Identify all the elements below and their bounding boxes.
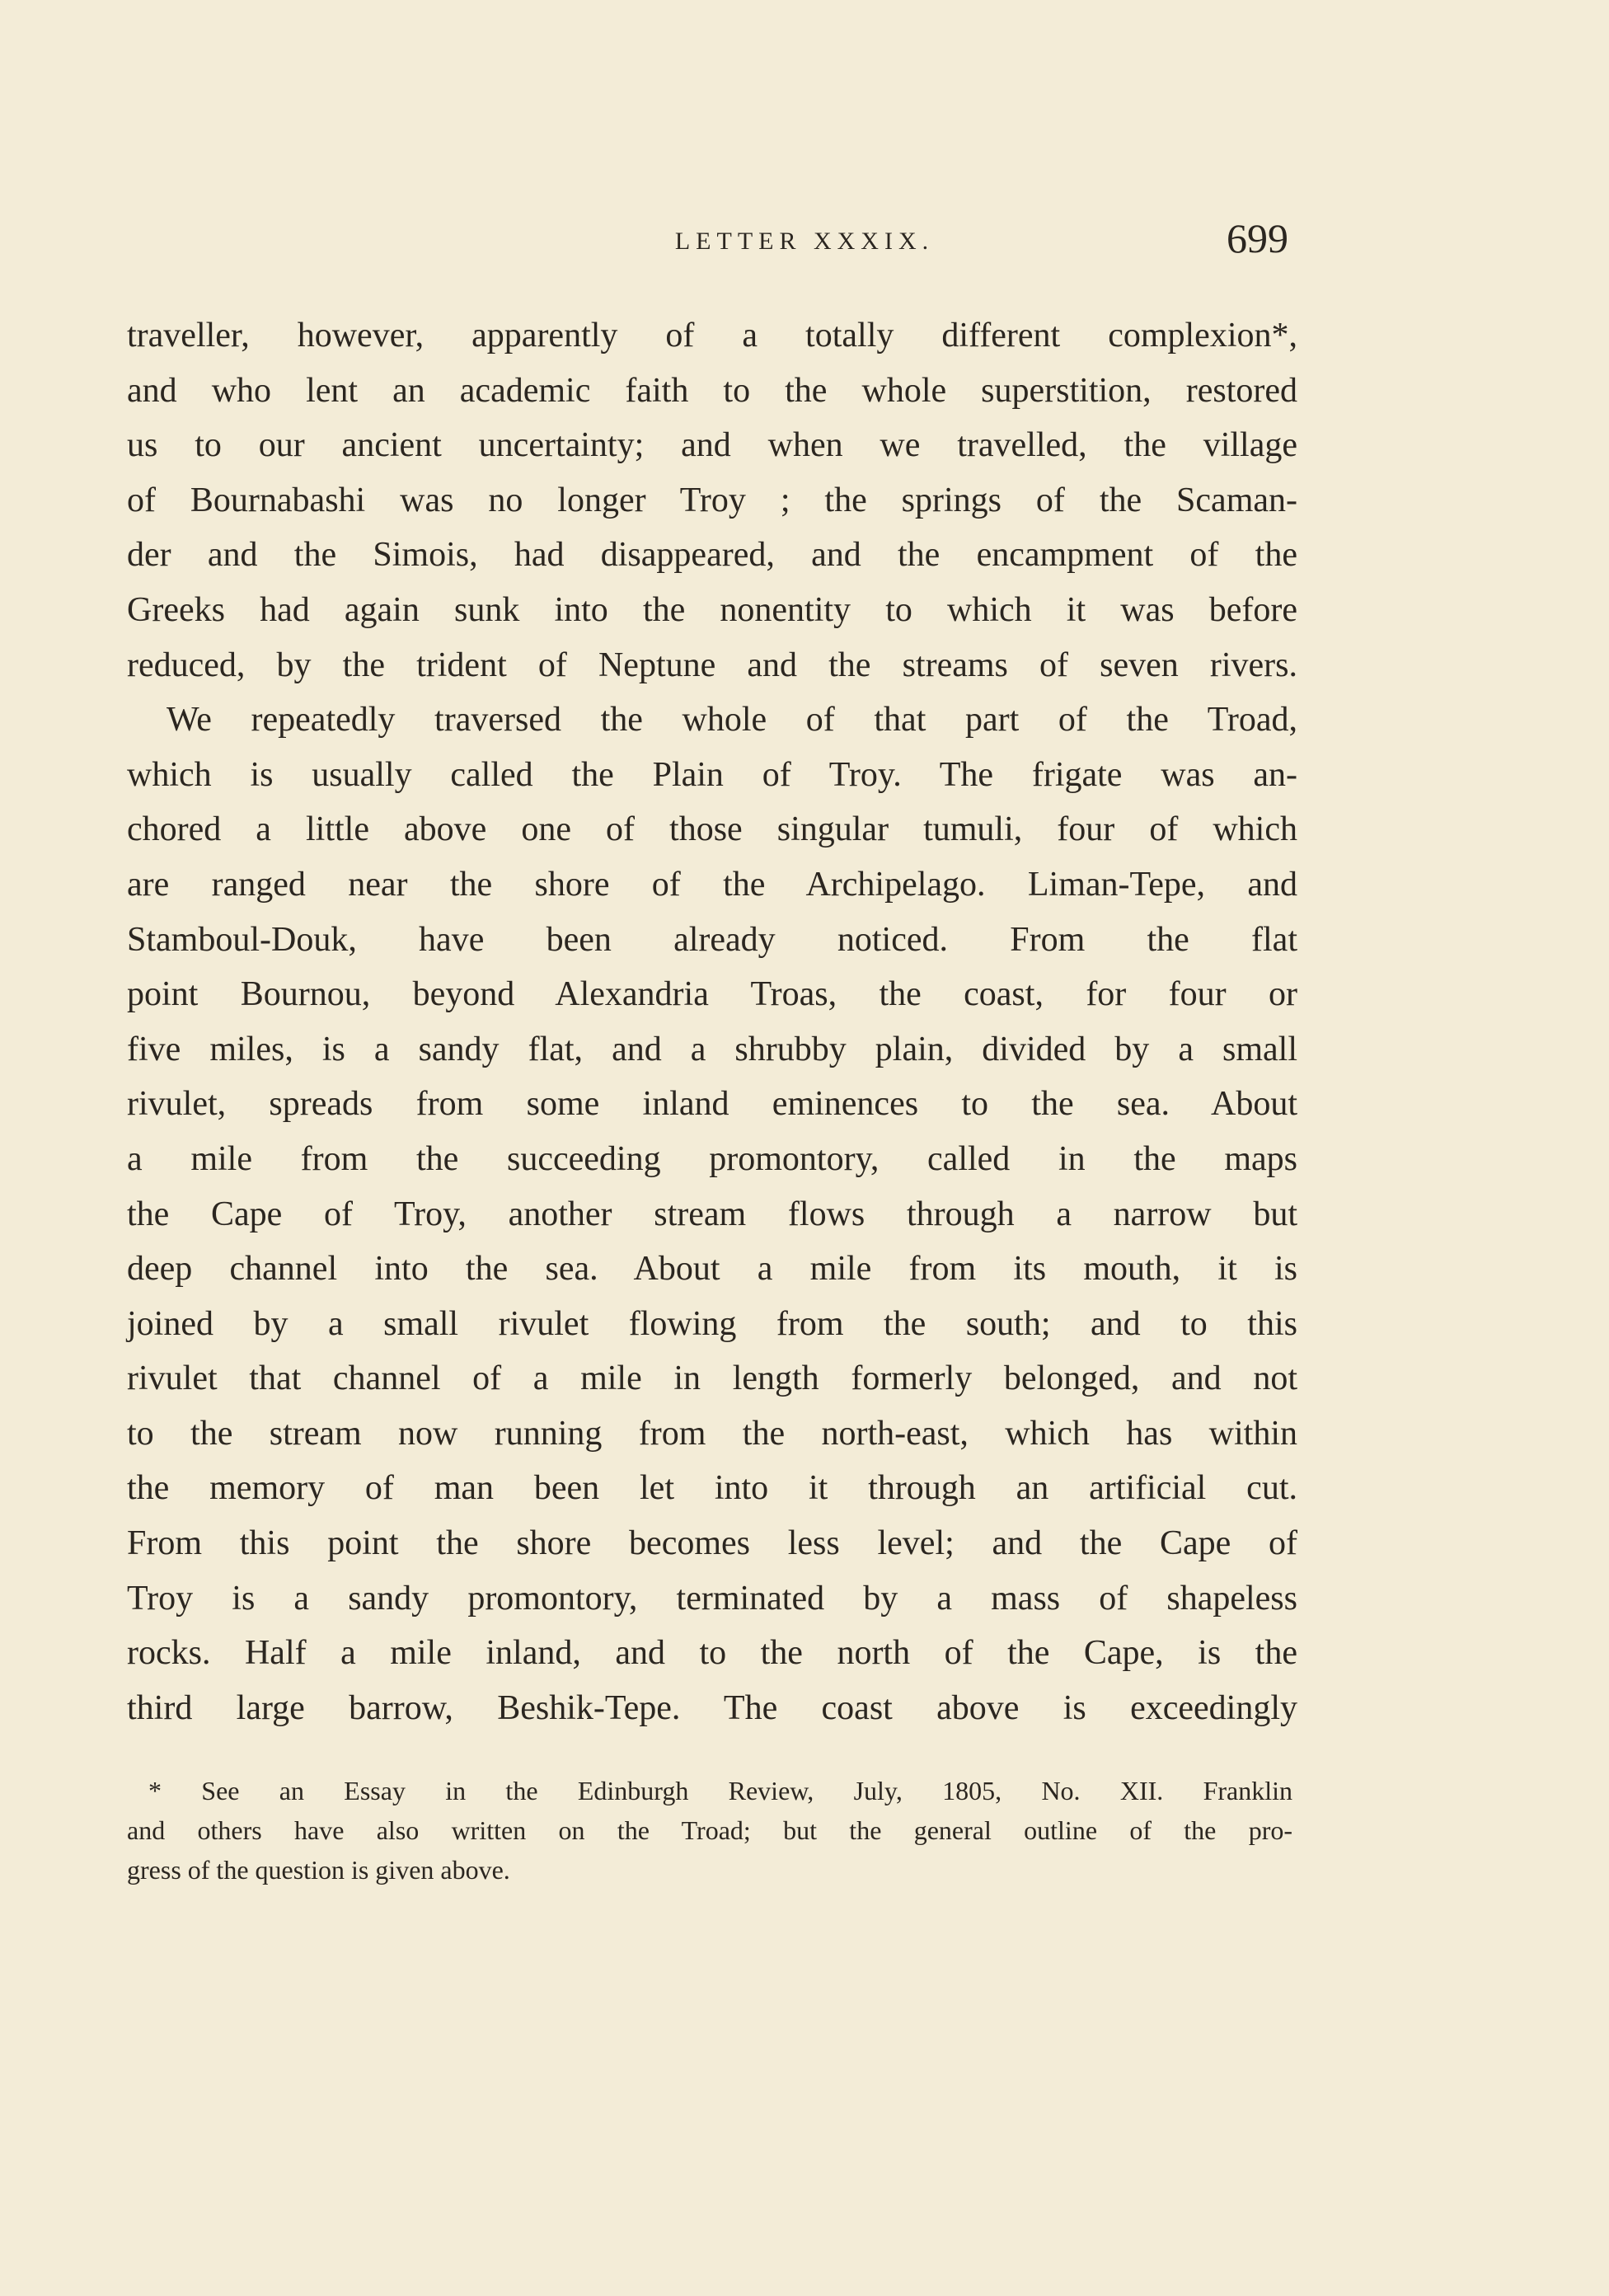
text-line: of Bournabashi was no longer Troy ; the springs of the Scaman- [127,481,1297,519]
running-title: LETTER XXXIX. [674,228,935,255]
text-line: From this point the shore becomes less level; and the Cape of [127,1524,1297,1563]
footnote-line: gress of the question is given above. [127,1855,510,1885]
body-text [127,308,1297,1735]
text-line: us to our ancient uncertainty; and when we travelled, the village [127,426,1297,465]
text-line: rivulet, spreads from some inland eminences to the sea. About [127,1085,1297,1124]
text-line: the Cape of Troy, another stream flows through a narrow but [127,1195,1297,1233]
page-number: 699 [1227,215,1288,261]
text-line: and who lent an academic faith to the whole superstition, restored [127,371,1297,410]
text-line: deep channel into the sea. About a mile from its mouth, it is [127,1250,1297,1289]
text-line: third large barrow, Beshik-Tepe. The coast above is exceedingly [127,1688,1297,1727]
text-line: which is usually called the Plain of Troy. The frigate was an- [127,755,1297,794]
text-line: rocks. Half a mile inland, and to the north of the Cape, is the [127,1634,1297,1673]
text-line: joined by a small rivulet flowing from the south; and to this [127,1304,1297,1343]
footnote [127,1771,1292,1890]
text-line: are ranged near the shore of the Archipelago. Liman-Tepe, and [127,865,1297,904]
paragraph-start-line: We repeatedly traversed the whole of that part of the Troad, [167,701,1297,740]
text-line: traveller, however, apparently of a totally different complexion*, [127,317,1297,354]
text-line: reduced, by the trident of Neptune and the streams of seven rivers. [127,646,1297,684]
text-line: a mile from the succeeding promontory, called in the maps [127,1139,1297,1178]
text-line: Stamboul-Douk, have been already noticed. From the flat [127,920,1297,959]
text-line: Troy is a sandy promontory, terminated by a mass of shapeless [127,1579,1297,1618]
text-line: Greeks had again sunk into the nonentity to which it was before [127,590,1297,629]
text-line: chored a little above one of those singular tumuli, four of which [127,810,1297,849]
text-line: five miles, is a sandy flat, and a shrubby plain, divided by a small [127,1030,1297,1068]
footnote-marker: * [148,1776,162,1805]
text-line: to the stream now running from the north-east, which has within [127,1414,1297,1453]
text-line: point Bournou, beyond Alexandria Troas, the coast, for four or [127,975,1297,1014]
text-line: der and the Simois, had disappeared, and the encampment of the [127,536,1297,575]
footnote-text: See an Essay in the Edinburgh Review, July, 1805, No. XII. Franklin [201,1776,1293,1805]
text-line: rivulet that channel of a mile in length formerly belonged, and not [127,1359,1297,1398]
text-line: the memory of man been let into it through an artificial cut. [127,1469,1297,1508]
footnote-line [127,1771,1292,1810]
running-head [0,213,1609,262]
footnote-line: and others have also written on the Troad; but the general outline of the pro- [127,1815,1292,1845]
